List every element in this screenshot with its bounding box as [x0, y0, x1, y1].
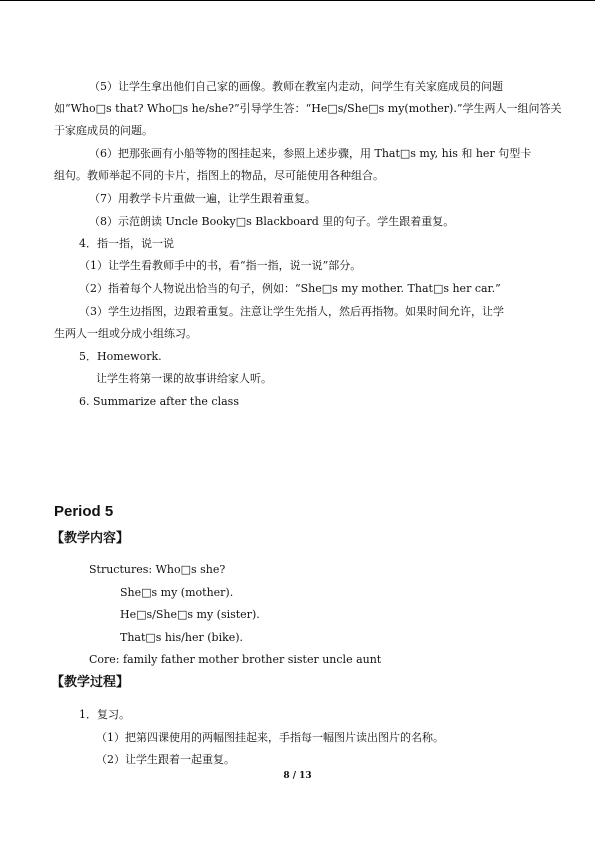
- page-top-rule: [0, 0, 595, 1]
- section-heading-content: 【教学内容】: [51, 531, 130, 546]
- list-item-heading: 6. Summarize after the class: [79, 395, 239, 408]
- paragraph-line: 于家庭成员的问题。: [54, 124, 153, 137]
- section-heading-process: 【教学过程】: [51, 675, 130, 690]
- period-title: Period 5: [54, 503, 114, 520]
- paragraph-line: 如“Who□s that? Who□s he/she?”引导学生答：“He□s/She□s my(mother).”学生两人一组问答关: [54, 102, 562, 115]
- structures-line: Structures: Who□s she?: [89, 563, 226, 576]
- structures-line: He□s/She□s my (sister).: [120, 608, 260, 621]
- paragraph-line: （6）把那张画有小船等物的图挂起来，参照上述步骤，用 That□s my, his 和 her 句型卡: [89, 147, 532, 160]
- paragraph-line: （1）把第四课使用的两幅图挂起来，手指每一幅图片读出图片的名称。: [96, 731, 444, 744]
- paragraph-line: （7）用教学卡片重做一遍，让学生跟着重复。: [89, 192, 316, 205]
- page-number: 8 / 13: [283, 771, 312, 781]
- paragraph-line: 生两人一组或分成小组练习。: [54, 327, 197, 340]
- list-item-heading: 5．Homework.: [79, 350, 162, 363]
- paragraph-line: （5）让学生拿出他们自己家的画像。教师在教室内走动，问学生有关家庭成员的问题: [89, 80, 503, 93]
- core-vocabulary: Core: family father mother brother sister uncle aunt: [89, 653, 382, 666]
- paragraph-line: （2）指着每个人物说出恰当的句子，例如：“She□s my mother. That□s her car.”: [79, 282, 501, 295]
- paragraph-line: 让学生将第一课的故事讲给家人听。: [96, 372, 272, 385]
- list-item-heading: 1．复习。: [79, 708, 130, 721]
- paragraph-line: （8）示范朗读 Uncle Booky□s Blackboard 里的句子。学生跟着重复。: [89, 215, 455, 228]
- paragraph-line: （3）学生边指图，边跟着重复。注意让学生先指人，然后再指物。如果时间允许，让学: [79, 305, 504, 318]
- paragraph-line: 组句。教师举起不同的卡片，指图上的物品，尽可能使用各种组合。: [54, 169, 384, 182]
- paragraph-line: （2）让学生跟着一起重复。: [96, 753, 235, 766]
- structures-line: That□s his/her (bike).: [120, 631, 244, 644]
- structures-line: She□s my (mother).: [120, 586, 234, 599]
- paragraph-line: （1）让学生看教师手中的书，看“指一指，说一说”部分。: [79, 259, 362, 272]
- list-item-heading: 4．指一指，说一说: [79, 237, 174, 250]
